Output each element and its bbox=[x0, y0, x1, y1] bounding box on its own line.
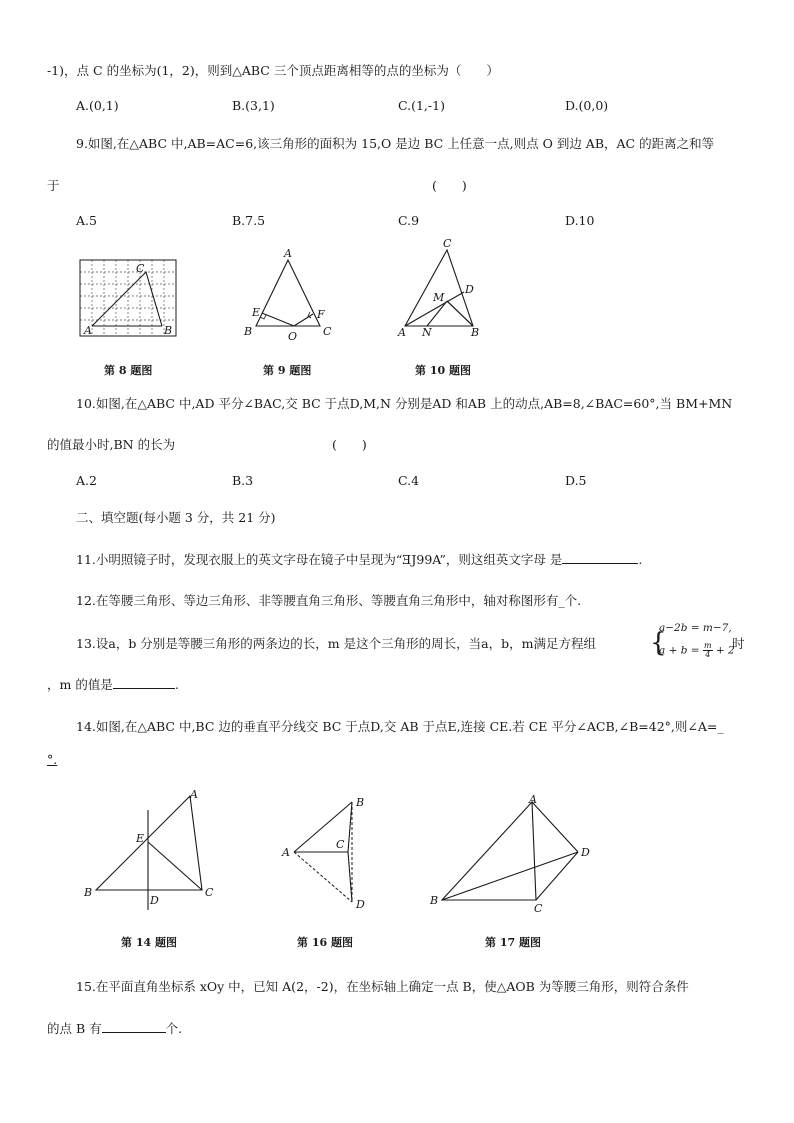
q15-answer-blank[interactable] bbox=[102, 1032, 166, 1033]
figure-9 bbox=[238, 244, 338, 344]
q9-option-c: C.9 bbox=[398, 213, 420, 228]
fig16-label-c: C bbox=[336, 838, 345, 851]
q10-stem-line1: 10.如图,在△ABC 中,AD 平分∠BAC,交 BC 于点D,M,N 分别是AD 和AB 上的动点,AB=8,∠BAC=60°,当 BM+MN bbox=[76, 396, 733, 411]
figure-14 bbox=[82, 786, 222, 910]
q9-option-a: A.5 bbox=[76, 213, 97, 228]
section-2-title: 二、填空题(每小题 3 分，共 21 分) bbox=[76, 510, 276, 525]
fig9-label-o: O bbox=[288, 330, 298, 343]
caption-fig8: 第 8 题图 bbox=[104, 364, 153, 377]
q9-answer-bracket: ( ) bbox=[432, 178, 467, 193]
q10-option-a: A.2 bbox=[76, 473, 97, 488]
caption-fig14: 第 14 题图 bbox=[121, 936, 177, 949]
q11-end: . bbox=[638, 552, 643, 567]
q15-line2-text: 的点 B 有 bbox=[47, 1021, 102, 1036]
q9-stem-line2: 于 bbox=[47, 178, 60, 193]
q14-line1: 14.如图,在△ABC 中,BC 边的垂直平分线交 BC 于点D,交 AB 于点E,连接 CE.若 CE 平分∠ACB,∠B=42°,则∠A=_ bbox=[76, 719, 724, 734]
q8-option-b: B.(3,1) bbox=[232, 98, 275, 113]
fig16-label-a: A bbox=[282, 846, 290, 859]
caption-fig9: 第 9 题图 bbox=[263, 364, 312, 377]
fig8-label-a: A bbox=[84, 324, 92, 337]
q8-option-c: C.(1,-1) bbox=[398, 98, 445, 113]
fig16-label-d: D bbox=[356, 898, 365, 911]
fig17-label-a: A bbox=[529, 793, 537, 806]
q13-tail: 时 bbox=[732, 636, 745, 651]
caption-fig17: 第 17 题图 bbox=[485, 936, 541, 949]
figure-16 bbox=[280, 792, 372, 916]
fig10-label-c: C bbox=[443, 237, 452, 250]
caption-fig10: 第 10 题图 bbox=[415, 364, 471, 377]
q13-eq2 bbox=[659, 642, 735, 659]
fig14-label-a: A bbox=[190, 788, 198, 801]
figure-8 bbox=[78, 256, 182, 340]
fig9-label-f: F bbox=[317, 308, 325, 321]
q11 bbox=[76, 552, 642, 568]
fig10-label-m: M bbox=[433, 291, 445, 304]
fig17-label-b: B bbox=[430, 894, 439, 907]
fig10-label-a: A bbox=[398, 326, 406, 339]
fig14-label-d: D bbox=[150, 894, 159, 907]
caption-fig16: 第 16 题图 bbox=[297, 936, 353, 949]
fig14-label-c: C bbox=[205, 886, 214, 899]
q13-eq1: a−2b = m−7, bbox=[659, 622, 732, 634]
q13-frac-den: 4 bbox=[705, 650, 711, 659]
fig17-label-d: D bbox=[581, 846, 590, 859]
q10-option-c: C.4 bbox=[398, 473, 420, 488]
q8-stem: -1)，点 C 的坐标为(1，2)，则到△ABC 三个顶点距离相等的点的坐标为（ ） bbox=[47, 63, 499, 78]
q15-line2-end: 个. bbox=[165, 1021, 183, 1036]
figure-10 bbox=[393, 236, 493, 344]
q10-option-b: B.3 bbox=[232, 473, 254, 488]
q13-line2 bbox=[47, 677, 179, 693]
fig10-label-b: B bbox=[471, 326, 480, 339]
fig8-label-b: B bbox=[164, 324, 173, 337]
q13-eq2-right: + 2 bbox=[712, 644, 735, 657]
figure-17 bbox=[428, 792, 598, 916]
q9-stem-line1: 9.如图,在△ABC 中,AB=AC=6,该三角形的面积为 15,O 是边 BC 上任意一点,则点 O 到边 AB，AC 的距离之和等 bbox=[76, 136, 715, 151]
fig10-label-n: N bbox=[422, 326, 432, 339]
q11-answer-blank[interactable] bbox=[562, 563, 638, 564]
fig14-label-e: E bbox=[136, 832, 145, 845]
q13-eq2-left: a + b = bbox=[659, 644, 703, 657]
q13-answer-blank[interactable] bbox=[113, 688, 175, 689]
q13-line2-text: ，m 的值是 bbox=[47, 677, 113, 692]
fig10-label-d: D bbox=[465, 283, 474, 296]
fig9-label-e: E bbox=[252, 306, 261, 319]
q9-option-d: D.10 bbox=[565, 213, 595, 228]
fig9-label-c: C bbox=[323, 325, 332, 338]
q10-stem-line2: 的值最小时,BN 的长为 bbox=[47, 437, 176, 452]
fig9-label-a: A bbox=[284, 247, 292, 260]
q15-line2 bbox=[47, 1021, 182, 1037]
q10-option-d: D.5 bbox=[565, 473, 587, 488]
q15-line1: 15.在平面直角坐标系 xOy 中，已知 A(2，-2)，在坐标轴上确定一点 B，使△AOB 为等腰三角形，则符合条件 bbox=[76, 979, 689, 994]
q13-text: 13.设a，b 分别是等腰三角形的两条边的长，m 是这个三角形的周长，当a，b，m满足方程组 bbox=[76, 636, 596, 651]
q14-line2: °. bbox=[47, 752, 58, 767]
q8-option-a: A.(0,1) bbox=[76, 98, 119, 113]
q13-system-brace: { bbox=[650, 628, 667, 658]
fig17-label-c: C bbox=[534, 902, 543, 915]
fig14-label-b: B bbox=[84, 886, 93, 899]
q11-text: 11.小明照镜子时，发现衣服上的英文字母在镜子中呈现为“ƎJ99A”，则这组英文字母 是 bbox=[76, 552, 563, 567]
q8-option-d: D.(0,0) bbox=[565, 98, 609, 113]
fig9-label-b: B bbox=[244, 325, 253, 338]
q13-frac-num: m bbox=[703, 641, 712, 650]
fig8-label-c: C bbox=[136, 262, 145, 275]
q13-line2-end: . bbox=[174, 677, 179, 692]
q10-answer-bracket: ( ) bbox=[332, 437, 367, 452]
q12-text: 12.在等腰三角形、等边三角形、非等腰直角三角形、等腰直角三角形中，轴对称图形有_个. bbox=[76, 593, 582, 608]
fig16-label-b: B bbox=[356, 796, 365, 809]
q13-eq2-fraction bbox=[703, 642, 713, 659]
q9-option-b: B.7.5 bbox=[232, 213, 266, 228]
